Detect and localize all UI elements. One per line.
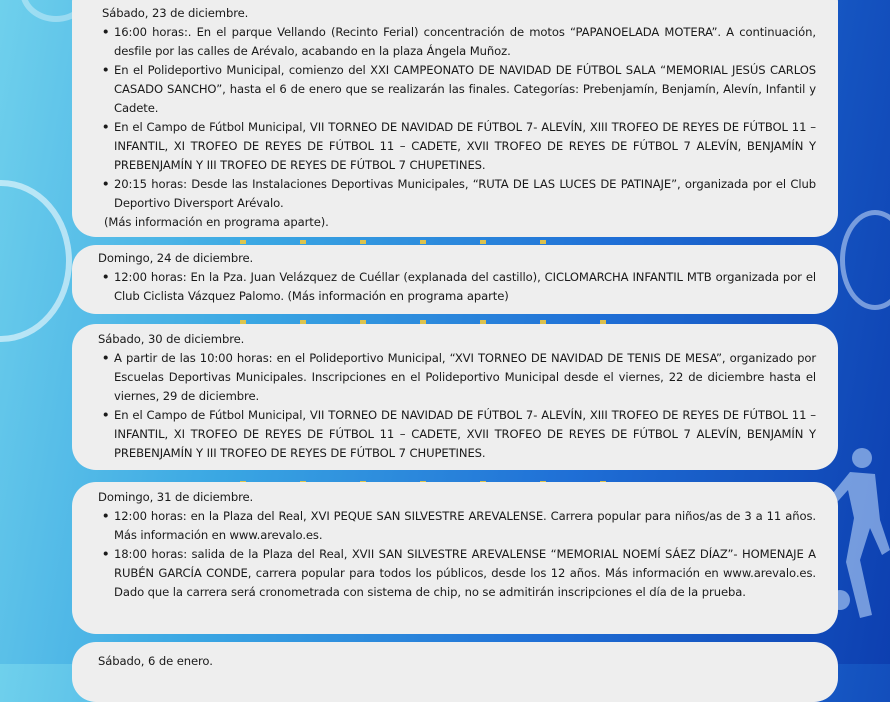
event-list (98, 507, 816, 602)
list-item: • A partir de las 10:00 horas: en el Polideportivo Municipal, “XVI TORNEO DE NAVIDAD DE TENIS DE MESA”, organizado por Escuelas Deportivas Municipales. Inscripciones en el Polideportivo Municipal desde el viernes, 22 de diciembre hasta el viernes, 29 de diciembre. (114, 349, 816, 406)
list-item: • En el Polideportivo Municipal, comienzo del XXI CAMPEONATO DE NAVIDAD DE FÚTBOL SALA “MEMORIAL JESÚS CARLOS CASADO SANCHO”, hasta el 6 de enero que se realizarán las finales. Categorías: Prebenjamín, Benjamín, Alevín, Infantil y Cadete. (114, 61, 816, 118)
event-card-31-dic (72, 482, 838, 634)
decorative-dots (240, 240, 600, 244)
event-date: Sábado, 30 de diciembre. (98, 332, 245, 346)
event-list (98, 349, 816, 463)
soccer-ball-icon (840, 210, 890, 310)
event-card-30-dic (72, 324, 838, 470)
event-note: (Más información en programa aparte). (104, 215, 329, 229)
event-list (98, 23, 816, 213)
list-item: • 18:00 horas: salida de la Plaza del Real, XVII SAN SILVESTRE AREVALENSE “MEMORIAL NOEMÍ SÁEZ DÍAZ”- HOMENAJE A RUBÉN GARCÍA CONDE, carrera popular para todos los públicos, desde los 12 años. Más información en www.arevalo.es. Dado que la carrera será cronometrada con sistema de chip, no se admitirán inscripciones el día de la prueba. (114, 545, 816, 602)
event-card-6-ene (72, 642, 838, 702)
list-item: • 12:00 horas: en la Plaza del Real, XVI PEQUE SAN SILVESTRE AREVALENSE. Carrera popular para niños/as de 3 a 11 años. Más información en www.arevalo.es. (114, 507, 816, 545)
event-date: Sábado, 6 de enero. (98, 654, 213, 668)
event-card-24-dic (72, 245, 838, 314)
event-list (98, 268, 816, 306)
list-item: • 16:00 horas:. En el parque Vellando (Recinto Ferial) concentración de motos “PAPANOELADA MOTERA”. A continuación, desfile por las calles de Arévalo, acabando en la plaza Ángela Muñoz. (114, 23, 816, 61)
list-item: • En el Campo de Fútbol Municipal, VII TORNEO DE NAVIDAD DE FÚTBOL 7- ALEVÍN, XIII TROFEO DE REYES DE FÚTBOL 11 – INFANTIL, XI TROFEO DE REYES DE FÚTBOL 11 – CADETE, XVII TROFEO DE REYES DE FÚTBOL 7 ALEVÍN, BENJAMÍN Y PREBENJAMÍN Y III TROFEO DE REYES DE FÚTBOL 7 CHUPETINES. (114, 406, 816, 463)
list-item: • 20:15 horas: Desde las Instalaciones Deportivas Municipales, “RUTA DE LAS LUCES DE PATINAJE”, organizada por el Club Deportivo Diversport Arévalo. (114, 175, 816, 213)
event-card-23-dic (72, 0, 838, 237)
soccer-ball-icon (0, 180, 72, 342)
event-date: Domingo, 31 de diciembre. (98, 490, 254, 504)
event-date: Domingo, 24 de diciembre. (98, 251, 254, 265)
list-item: • 12:00 horas: En la Pza. Juan Velázquez de Cuéllar (explanada del castillo), CICLOMARCHA INFANTIL MTB organizada por el Club Ciclista Vázquez Palomo. (Más información en programa aparte) (114, 268, 816, 306)
event-date: Sábado, 23 de diciembre. (102, 6, 249, 20)
list-item: • En el Campo de Fútbol Municipal, VII TORNEO DE NAVIDAD DE FÚTBOL 7- ALEVÍN, XIII TROFEO DE REYES DE FÚTBOL 11 – INFANTIL, XI TROFEO DE REYES DE FÚTBOL 11 – CADETE, XVII TROFEO DE REYES DE FÚTBOL 7 ALEVÍN, BENJAMÍN Y PREBENJAMÍN Y III TROFEO DE REYES DE FÚTBOL 7 CHUPETINES. (114, 118, 816, 175)
